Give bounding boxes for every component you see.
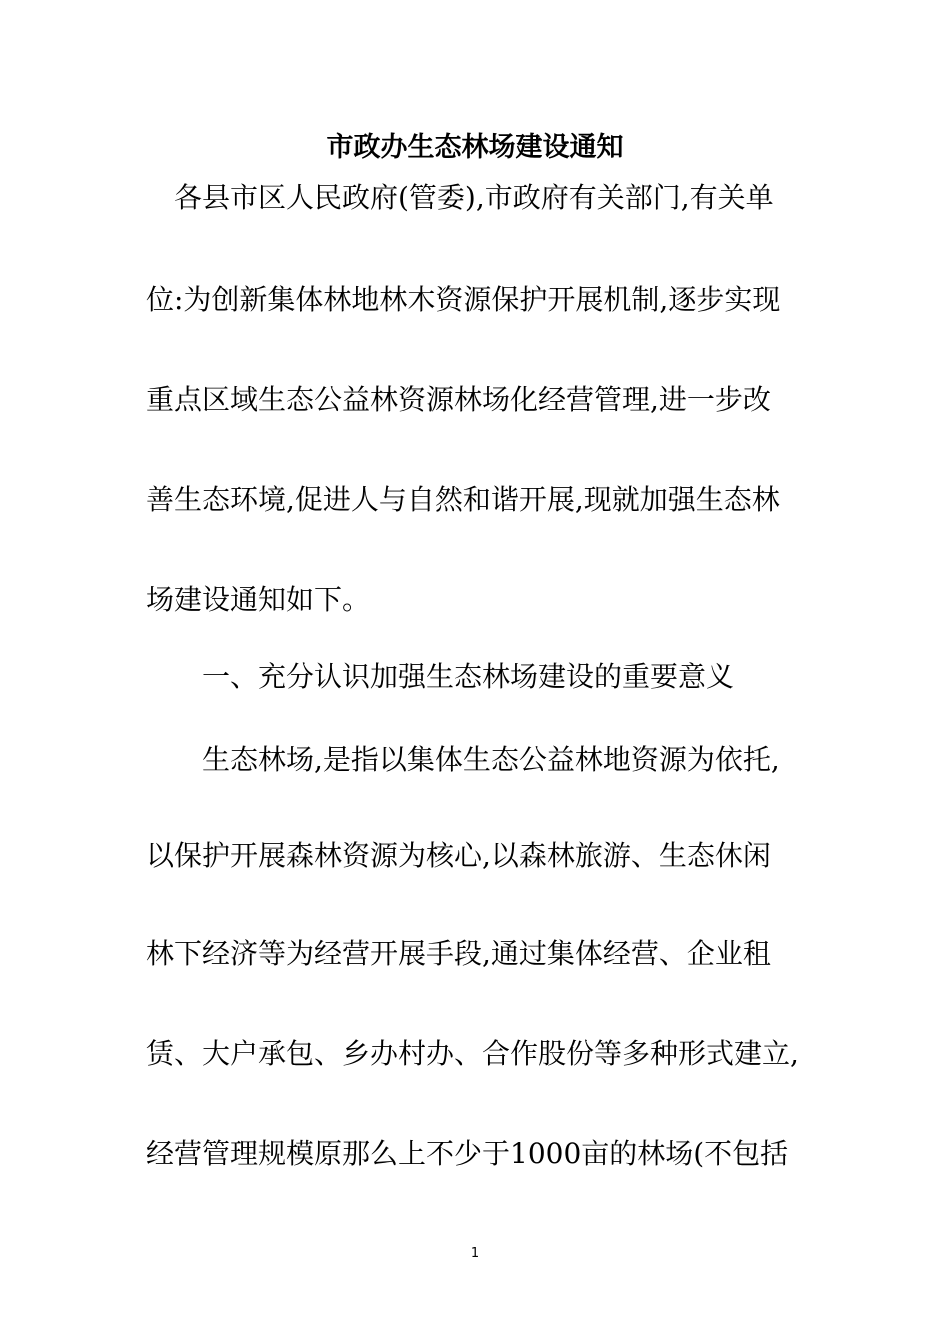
paragraph-1-line-2: 位:为创新集体林地林木资源保护开展机制,逐步实现: [146, 283, 781, 316]
document-title: 市政办生态林场建设通知: [326, 132, 624, 163]
paragraph-2-line-3: 林下经济等为经营开展手段,通过集体经营、企业租: [146, 937, 771, 970]
paragraph-1-line-4: 善生态环境,促进人与自然和谐开展,现就加强生态林: [146, 483, 780, 516]
paragraph-1-line-3: 重点区域生态公益林资源林场化经营管理,进一步改: [146, 383, 771, 416]
paragraph-1-line-5: 场建设通知如下。: [146, 583, 371, 616]
section-1-heading: 一、充分认识加强生态林场建设的重要意义: [202, 660, 735, 693]
paragraph-2-line-4: 赁、大户承包、乡办村办、合作股份等多种形式建立,: [146, 1037, 799, 1070]
paragraph-2-line-5: 经营管理规模原那么上不少于1000亩的林场(不包括: [146, 1137, 789, 1170]
paragraph-1-line-1: 各县市区人民政府(管委),市政府有关部门,有关单: [174, 181, 774, 214]
paragraph-2-line-2: 以保护开展森林资源为核心,以森林旅游、生态休闲: [146, 839, 771, 872]
page-number: 1: [470, 1246, 480, 1261]
paragraph-2-line-1: 生态林场,是指以集体生态公益林地资源为依托,: [202, 743, 780, 776]
